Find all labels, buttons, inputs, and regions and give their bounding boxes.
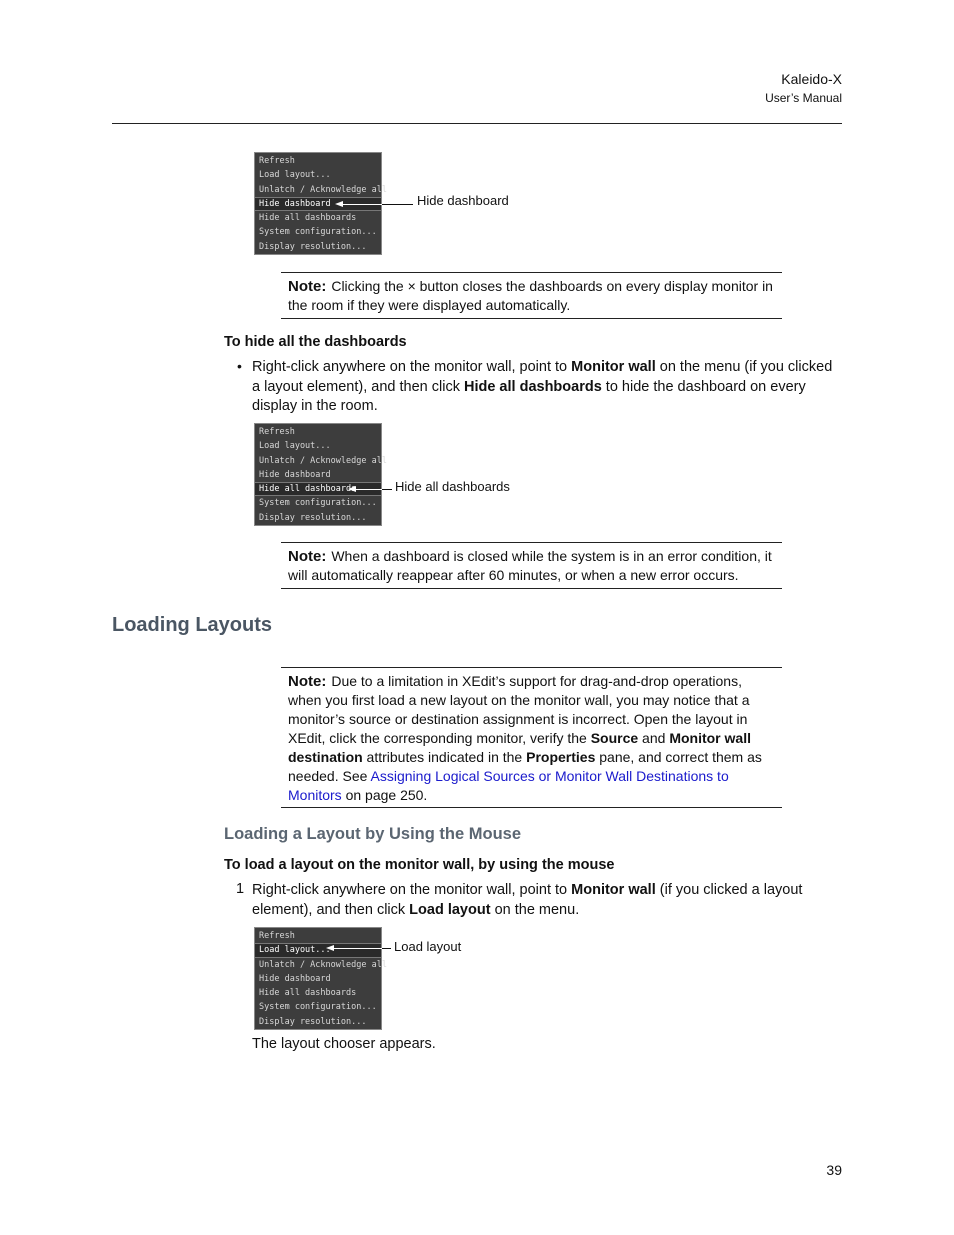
menu-item-unlatch: Unlatch / Acknowledge all	[259, 959, 387, 970]
callout-leader	[382, 204, 413, 205]
callout-leader	[382, 489, 392, 490]
menu-item-refresh: Refresh	[259, 156, 295, 166]
note-box-1	[281, 272, 782, 319]
menu-item-load-layout: Load layout...	[259, 441, 331, 452]
menu-item-hide-dashboard: Hide dashboard	[259, 469, 331, 480]
menu-item-hide-all-dashboards: Hide all dashboards	[259, 988, 357, 999]
menu-item-hide-dashboard: Hide dashboard	[255, 197, 381, 211]
note-text: Clicking the × button closes the dashboards on every display monitor in the room if they were displayed automatically.	[288, 278, 773, 313]
menu-item-system-configuration: System configuration...	[259, 1002, 377, 1013]
context-menu-figure-3	[254, 927, 387, 1030]
step-number: 1	[236, 881, 245, 897]
menu-item-display-resolution: Display resolution...	[259, 512, 367, 523]
callout-hide-dashboard: Hide dashboard	[417, 193, 509, 208]
procedure-step-hide-all: Right-click anywhere on the monitor wall, point to Monitor wall on the menu (if you clicked a layout element), and then click Hide all dashboards to hide the dashboard on every display in the room.	[252, 359, 833, 415]
procedure-step-load-layout: Right-click anywhere on the monitor wall, point to Monitor wall (if you clicked a layout element), and then click Load layout on the menu.	[252, 882, 803, 918]
note-label: Note:	[288, 278, 327, 295]
note-text: When a dashboard is closed while the system is in an error condition, it will automatically reappear after 60 minutes, or when a new error occurs.	[288, 548, 772, 583]
menu-item-display-resolution: Display resolution...	[259, 1016, 367, 1027]
subsection-title: Loading a Layout by Using the Mouse	[224, 825, 522, 843]
menu-item-hide-dashboard: Hide dashboard	[259, 973, 331, 984]
header-subtitle: User’s Manual	[765, 91, 842, 105]
note-label: Note:	[288, 548, 327, 565]
context-menu-figure-2	[254, 423, 387, 526]
bullet: •	[237, 358, 242, 374]
note-label: Note:	[288, 673, 327, 690]
callout-load-layout: Load layout	[394, 939, 462, 954]
header-rule	[112, 123, 842, 124]
menu-item-unlatch: Unlatch / Acknowledge all	[259, 455, 387, 466]
menu-item-refresh: Refresh	[259, 931, 295, 941]
section-title: Loading Layouts	[112, 614, 272, 636]
menu-item-system-configuration: System configuration...	[259, 498, 377, 509]
menu-item-system-configuration: System configuration...	[259, 227, 377, 238]
menu-item-hide-all-dashboards: Hide all dashboards	[259, 213, 357, 224]
header-title: Kaleido-X	[781, 71, 842, 87]
cross-reference-link[interactable]: Assigning Logical Sources or Monitor Wall Destinations to Monitors	[288, 768, 729, 803]
arrow-icon	[335, 201, 343, 207]
menu-item-load-layout: Load layout...	[259, 170, 331, 181]
menu-item-refresh: Refresh	[259, 427, 295, 437]
procedure-heading-load-layout: To load a layout on the monitor wall, by using the mouse	[224, 857, 615, 873]
procedure-heading-hide-all: To hide all the dashboards	[224, 334, 407, 350]
callout-hide-all-dashboards: Hide all dashboards	[395, 479, 510, 494]
menu-item-unlatch: Unlatch / Acknowledge all	[259, 184, 387, 195]
menu-item-load-layout: Load layout...	[255, 943, 381, 957]
menu-item-hide-all-dashboards: Hide all dashboards	[255, 482, 381, 496]
result-text: The layout chooser appears.	[252, 1036, 436, 1052]
arrow-icon	[348, 486, 356, 492]
note-box-2	[281, 542, 782, 589]
page-number: 39	[826, 1162, 842, 1178]
menu-item-display-resolution: Display resolution...	[259, 241, 367, 252]
arrow-icon	[326, 945, 334, 951]
callout-leader	[382, 948, 391, 949]
note-box-3: Note: Due to a limitation in XEdit’s support for drag-and-drop operations, when you first load a new layout on the monitor wall, you may notice that a monitor’s source or destination assignment is incorrect. Open the layout in XEdit, click the corresponding monitor, verify the Source and Monitor wall destination attributes indicated in the Properties pane, and correct them as needed. See Assigning Logical Sources or Monitor Wall Destinations to Monitors on page 250.	[281, 667, 782, 808]
